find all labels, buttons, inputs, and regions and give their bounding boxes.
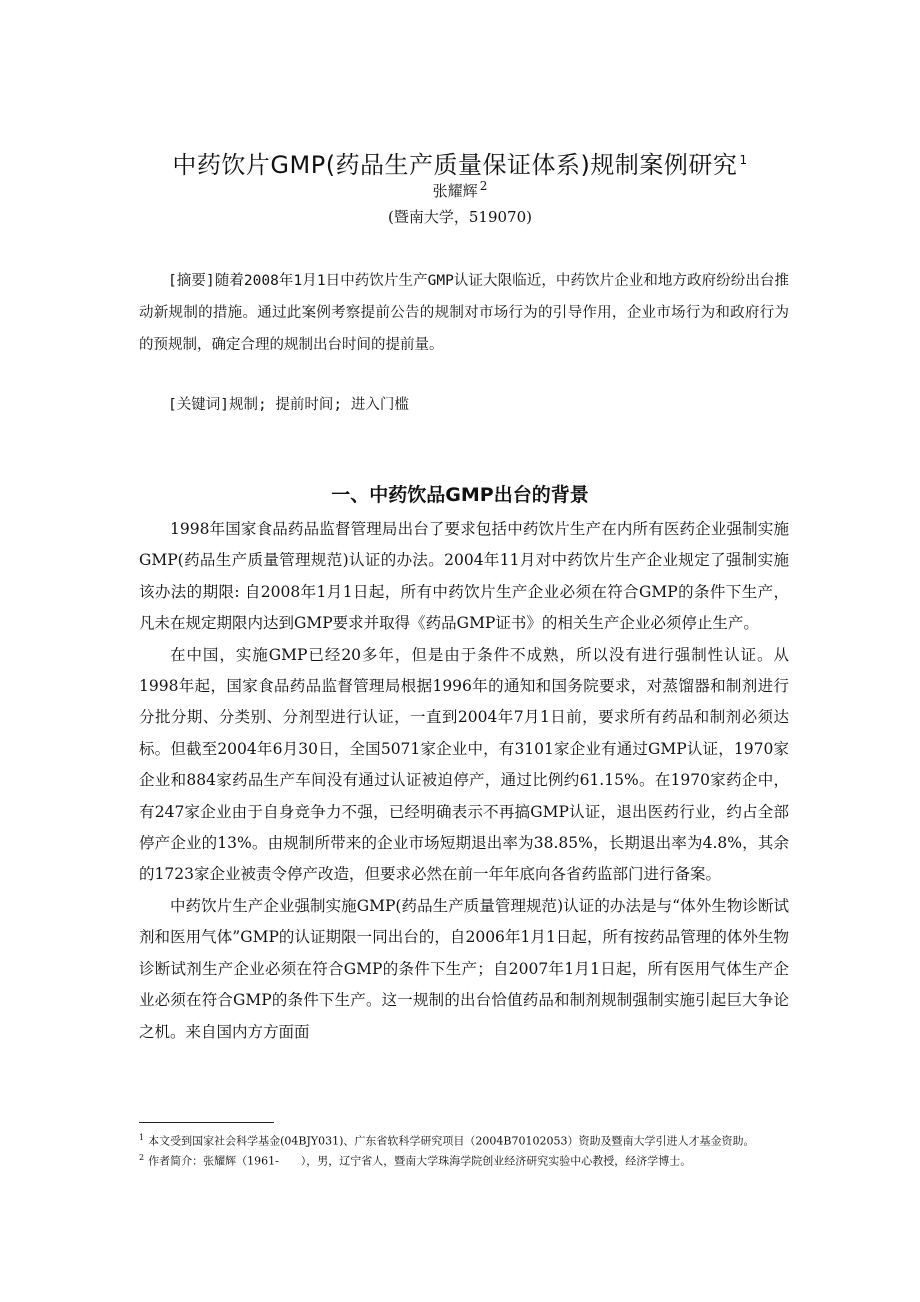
author-footnote-mark: 2: [479, 179, 488, 193]
footnote-item: [139, 1150, 819, 1170]
title-footnote-mark: 1: [739, 153, 748, 168]
abstract: [摘要]随着2008年1月1日中药饮片生产GMP认证大限临近，中药饮片企业和地方政府纷纷出台推动新规制的措施。通过此案例考察提前公告的规制对市场行为的引导作用，企业市场行为和政府行为的预规制，确定合理的规制出台时间的提前量。: [139, 273, 789, 353]
body-paragraph: 中药饮片生产企业强制实施GMP(药品生产质量管理规范)认证的办法是与“体外生物诊断试剂和医用气体”GMP的认证期限一同出台的，自2006年1月1日起，所有按药品管理的体外生物诊断试剂生产企业必须在符合GMP的条件下生产；自2007年1月1日起，所有医用气体生产企业必须在符合GMP的条件下生产。这一规制的出台恰值药品和制剂规制强制实施引起巨大争论之机。来自国内方方面面: [139, 896, 789, 1041]
section-body: [139, 514, 789, 1048]
body-paragraph: 1998年国家食品药品监督管理局出台了要求包括中药饮片生产在内所有医药企业强制实施GMP(药品生产质量管理规范)认证的办法。2004年11月对中药饮片生产企业规定了强制实施该办法的期限: 自2008年1月1日起，所有中药饮片生产企业必须在符合GMP的条件下生产，凡未在规定期限内达到GMP要求并取得《药品GMP证书》的相关生产企业必须停止生产。: [139, 520, 789, 633]
author-affiliation: (暨南大学，519070): [388, 208, 532, 226]
footnote-divider: [139, 1122, 274, 1123]
footnote-mark: 2: [139, 1152, 145, 1162]
section-heading: 一、中药饮品GMP出台的背景: [331, 484, 589, 506]
paper-title-text: 中药饮片GMP(药品生产质量保证体系)规制案例研究: [172, 151, 738, 180]
footnote-text: 本文受到国家社会科学基金(04BJY031)、广东省软科学研究项目（2004B70102053）资助及暨南大学引进人才基金资助。: [148, 1134, 755, 1148]
body-paragraph: 在中国，实施GMP已经20多年，但是由于条件不成熟，所以没有进行强制性认证。从1998年起，国家食品药品监督管理局根据1996年的通知和国务院要求，对蒸馏器和制剂进行分批分期、分类别、分剂型进行认证，一直到2004年7月1日前，要求所有药品和制剂必须达标。但截至2004年6月30日，全国5071家企业中，有3101家企业有通过GMP认证，1970家企业和884家药品生产车间没有通过认证被迫停产，通过比例约61.15%。在1970家药企中，有247家企业由于自身竞争力不强，已经明确表示不再搞GMP认证，退出医药行业，约占全部停产企业的13%。由规制所带来的企业市场短期退出率为38.85%，长期退出率为4.8%，其余的1723家企业被责令停产改造，但要求必然在前一年年底向各省药监部门进行备案。: [139, 645, 789, 884]
keywords: [关键词]规制; 提前时间; 进入门槛: [168, 397, 409, 413]
footnote-text: 作者简介：张耀辉（1961- ），男，辽宁省人，暨南大学珠海学院创业经济研究实验中心教授，经济学博士。: [148, 1154, 692, 1168]
footnote-item: [139, 1130, 819, 1150]
author-name: [0, 174, 920, 203]
author-name-text: 张耀辉: [432, 182, 478, 200]
footnotes: [139, 1130, 819, 1169]
footnote-mark: 1: [139, 1133, 145, 1142]
